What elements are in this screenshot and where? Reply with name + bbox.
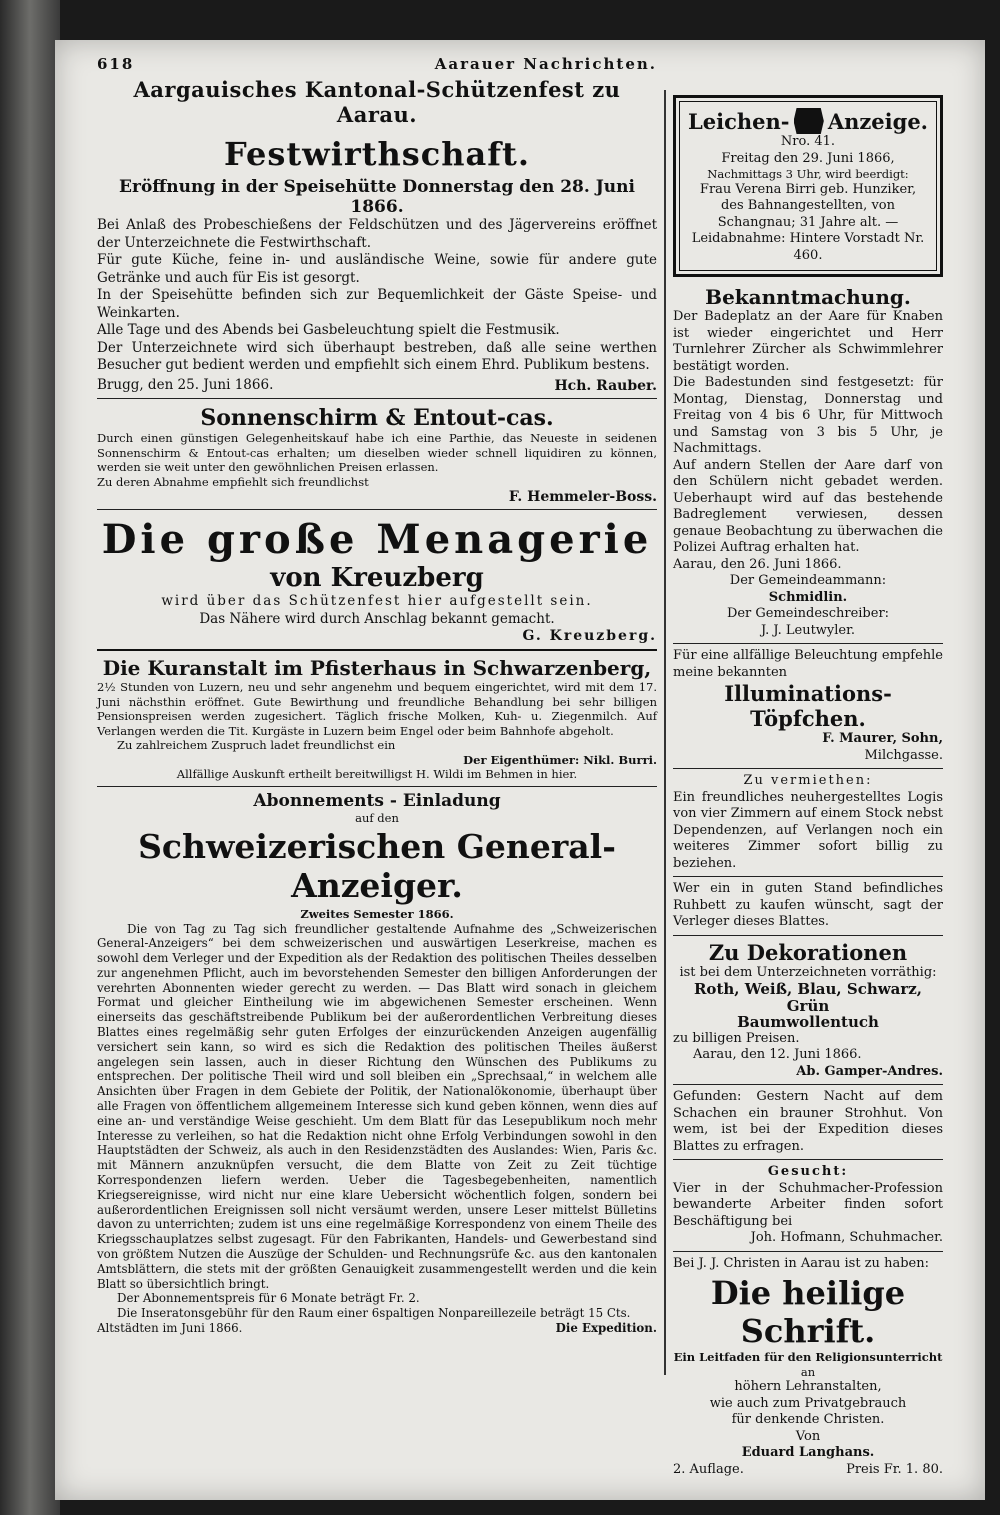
- sonnen-title: Sonnenschirm & Entout-cas.: [200, 405, 554, 431]
- bekannt-name1: Schmidlin.: [768, 589, 848, 605]
- divider: [673, 643, 943, 644]
- divider: [673, 768, 943, 769]
- kur-text: 2½ Stunden von Luzern, neu und sehr angenehm und bequem eingerichtet, wird mit dem 17. Juni nächsthin eröffnet. Gute Bewirthung und freundliche Behandlung bei sehr billigen Pensionspreisen werden zugesichert. Täglich frische Molken, Kuh- u. Ziegenmilch. Auf Verlangen werden die Tit. Kurgäste in Luzern beim Engel oder beim Bahnhofe abgeholt.: [97, 680, 657, 738]
- bekannt-p3: Auf andern Stellen der Aare darf von den Schülern nicht gebadet werden. Ueberhaupt wird auf das bestehende Badreglement verwiesen, dessen genaue Beobachtung zu überwachen die Polizei Auftrag erhalten hat.: [673, 457, 943, 555]
- gefunden-text: Gefunden: Gestern Nacht auf dem Schachen ein brauner Strohhut. Von wem, ist bei der Expedition dieses Blattes zu erfragen.: [673, 1089, 943, 1154]
- bekannt-title: Bekanntmachung.: [705, 285, 911, 309]
- deko-price: zu billigen Preisen.: [673, 1030, 800, 1046]
- abo-title: Abonnements - Einladung: [253, 790, 501, 811]
- divider: [673, 876, 943, 877]
- schrift-title: Die heilige Schrift.: [710, 1274, 906, 1350]
- divider: [673, 935, 943, 936]
- coffin-icon: [794, 108, 824, 134]
- illum-street: Milchgasse.: [864, 747, 943, 763]
- page-header: [97, 55, 657, 73]
- menagerie-title: Die große Menagerie: [101, 516, 653, 563]
- divider: [673, 1251, 943, 1252]
- vermieth-title: Zu vermiethen:: [743, 773, 873, 788]
- menagerie-line1: wird über das Schützenfest hier aufgestellt sein.: [161, 593, 593, 609]
- kur-ad: [97, 656, 657, 782]
- schrift-sub5: für denkende Christen.: [731, 1412, 885, 1427]
- menagerie-sub: von Kreuzberg: [270, 563, 484, 593]
- divider: [97, 649, 657, 651]
- schrift-author: Eduard Langhans.: [741, 1445, 875, 1460]
- bekannt-p2: Die Badestunden sind festgesetzt: für Montag, Dienstag, Donnerstag und Freitag von 4 bis 6 Uhr, für Mittwoch und Samstag von 3 bis 5 Uhr, je Nachmittags.: [673, 375, 943, 456]
- illum-intro: Für eine allfällige Beleuchtung empfehle meine bekannten: [673, 648, 943, 680]
- deko-place-date: Aarau, den 12. Juni 1866.: [693, 1047, 862, 1062]
- deko-cloth: Baumwollentuch: [737, 1013, 879, 1031]
- gesucht-signature: Joh. Hofmann, Schuhmacher.: [750, 1230, 943, 1245]
- fest-title: Aargauisches Kantonal-Schützenfest zu Aarau.: [133, 77, 621, 127]
- death-notice: [673, 95, 943, 277]
- fest-para-2: Für gute Küche, feine in- und ausländische Weine, sowie für andere gute Getränke und auch für Eis ist gesorgt.: [97, 252, 657, 286]
- divider: [97, 786, 657, 787]
- fest-ad: [97, 77, 657, 394]
- abo-text: Die von Tag zu Tag sich freundlicher gestaltende Aufnahme des „Schweizerischen General-Anzeigers“ bei dem schweizerischen und auswärtigen Leserkreise, machen es sowohl dem Verleger und der Expedition als der Redaktion des politischen Theiles desselben zur angenehmen Pflicht, auch im bevorstehenden Semester den billigen Anforderungen der verehrten Abonnenten wieder gerecht zu werden. — Das Blatt wird sonach in gleichem Format und gleicher Eintheilung wie im abgewichenen Semester erscheinen. Wenn einerseits das geschäftstreibende Publikum bei der außerordentlichen Verbreitung dieses Blattes eines regelmäßig sehr guten Erfolges der einzurückenden Anzeigen augenfällig versichert sein kann, so wird es sich die Redaktion des politischen Theiles äußerst angelegen sein lassen, auch in dieser Richtung den Wünschen des Publikums zu entsprechen. Der politische Theil wird und soll bleiben ein „Sprechsaal,“ in welchem alle Ansichten über Fragen in dem Gebiete der Politik, der Nationalökonomie, überhaupt über alle Fragen von öffentlichem allgemeinem Interesse sich kund geben können, wenn dies auf eine an- und verständige Weise geschieht. Um dem Blatt für das Lesepublikum noch mehr Interesse zu verleihen, so hat die Redaktion nicht ohne Erfolg Verbindungen sowohl in den Hauptstädten der Schweiz, als auch in den Residenzstädten des Auslandes: Wien, Paris &c. mit Männern anzuknüpfen versucht, die dem Blatte von Zeit zu Zeit tüchtige Korrespondenzen liefern werden. Ueber die Tagesbegebenheiten, namentlich Kriegsereignisse, wird nicht nur eine klare Uebersicht wöchentlich folgen, sondern bei außerordentlichen Ereignissen soll nicht versäumt werden, unsere Leser mittelst Bülletins davon zu unterrichten; zudem ist uns eine regelmäßige Korrespondenz von einem Theile des Kriegsschauplatzes selbst zugesagt. Für den Fabrikanten, Handels- und Gewerbestand sind von größtem Nutzen die Auszüge der Schulden- und Rechnungsrüfe &c. aus den kantonalen Amtsblättern, die stets mit der größten Genauigkeit zusammengestellt werden und die kein Blatt so übersichtlich bringt.: [97, 921, 657, 1291]
- death-title-left: Leichen-: [688, 108, 790, 134]
- fest-para-1: Bei Anlaß des Probeschießens der Feldschützen und des Jägervereins eröffnet der Unterzeichnete die Festwirthschaft.: [97, 217, 657, 251]
- sonnen-line2: Zu deren Abnahme empfiehlt sich freundlichst: [97, 474, 369, 489]
- divider: [673, 1084, 943, 1085]
- fest-opening: Eröffnung in der Speisehütte Donnerstag den 28. Juni 1866.: [119, 177, 635, 217]
- menagerie-signature: G. Kreuzberg.: [522, 628, 657, 644]
- death-date: Freitag den 29. Juni 1866,: [721, 150, 895, 166]
- vermieth-ad: [673, 773, 943, 872]
- fest-para-4: Alle Tage und des Abends bei Gasbeleuchtung spielt die Festmusik.: [97, 322, 560, 338]
- menagerie-ad: [97, 516, 657, 644]
- illum-signature: F. Maurer, Sohn,: [822, 731, 943, 746]
- kur-line2: Zu zahlreichem Zuspruch ladet freundlichst ein: [117, 738, 396, 752]
- abo-auf: auf den: [355, 810, 399, 825]
- gefunden-ad: [673, 1089, 943, 1155]
- deko-colors: Roth, Weiß, Blau, Schwarz, Grün: [693, 980, 923, 1015]
- divider: [97, 509, 657, 510]
- bekannt-role1: Der Gemeindeammann:: [729, 573, 887, 588]
- death-title-right: Anzeige.: [827, 108, 928, 134]
- ruhbett-ad: [673, 881, 943, 931]
- schrift-sub2: an: [800, 1364, 816, 1379]
- gesucht-ad: [673, 1164, 943, 1247]
- sonnen-ad: [97, 405, 657, 505]
- divider: [97, 398, 657, 399]
- ruhbett-text: Wer ein in guten Stand befindliches Ruhbett zu kaufen wünscht, sagt der Verleger dieses Blattes.: [673, 881, 943, 929]
- deko-signature: Ab. Gamper-Andres.: [796, 1063, 943, 1079]
- abo-semester: Zweites Semester 1866.: [300, 907, 454, 921]
- kur-owner: Der Eigenthümer: Nikl. Burri.: [463, 752, 657, 767]
- illum-ad: [673, 648, 943, 764]
- schrift-intro: Bei J. J. Christen in Aarau ist zu haben:: [673, 1255, 929, 1271]
- abo-insert: Die Inseratonsgebühr für den Raum einer 6spaltigen Nonpareillezeile beträgt 15 Cts.: [117, 1306, 631, 1321]
- gesucht-text: Vier in der Schuhmacher-Profession bewanderte Arbeiter finden sofort Beschäftigung bei: [673, 1180, 943, 1229]
- kur-title: Die Kuranstalt im Pfisterhaus in Schwarzenberg,: [102, 656, 652, 680]
- left-column: [97, 55, 657, 1336]
- abo-price: Der Abonnementspreis für 6 Monate beträgt Fr. 2.: [117, 1291, 420, 1306]
- schrift-sub3: höhern Lehranstalten,: [734, 1379, 882, 1394]
- abo-ad: [97, 791, 657, 1336]
- schrift-ad: [673, 1256, 943, 1479]
- menagerie-line2: Das Nähere wird durch Anschlag bekannt gemacht.: [199, 610, 555, 627]
- death-number: Nro. 41.: [780, 134, 836, 149]
- right-column: [673, 55, 943, 1478]
- bekannt-place-date: Aarau, den 26. Juni 1866.: [673, 556, 842, 572]
- death-title: [688, 108, 928, 134]
- bekannt-name2: J. J. Leutwyler.: [760, 622, 856, 638]
- kur-note: Allfällige Auskunft ertheilt bereitwilligst H. Wildi im Behmen in hier.: [176, 767, 578, 781]
- vermieth-text: Ein freundliches neuhergestelltes Logis von vier Zimmern auf einem Stock nebst Dependenzen, auf Verlangen noch ein weiteres Zimmer sofort billig zu beziehen.: [673, 789, 943, 871]
- schrift-edition: 2. Auflage.: [673, 1461, 744, 1477]
- gesucht-title: Gesucht:: [767, 1164, 849, 1179]
- illum-title: Illuminations-Töpfchen.: [724, 681, 892, 731]
- deko-line1: ist bei dem Unterzeichneten vorräthig:: [679, 964, 937, 980]
- schrift-sub1: Ein Leitfaden für den Religionsunterricht: [673, 1350, 943, 1364]
- death-text: Frau Verena Birri geb. Hunziker, des Bahnangestellten, von Schangnau; 31 Jahre alt. — Leidabnahme: Hintere Vorstadt Nr. 460.: [691, 181, 925, 263]
- deko-title: Zu Dekorationen: [708, 939, 908, 965]
- book-binding-edge: [0, 0, 60, 1515]
- abo-place-date: Altstädten im Juni 1866.: [97, 1321, 243, 1336]
- fest-place-date: Brugg, den 25. Juni 1866.: [97, 376, 274, 393]
- abo-paper: Schweizerischen General-Anzeiger.: [138, 827, 616, 905]
- schrift-sub4: wie auch zum Privatgebrauch: [709, 1395, 907, 1411]
- divider: [673, 1159, 943, 1160]
- fest-signature: Hch. Rauber.: [554, 378, 657, 394]
- page-number: 618: [97, 55, 135, 73]
- abo-signature: Die Expedition.: [555, 1321, 657, 1336]
- schrift-price: Preis Fr. 1. 80.: [846, 1461, 943, 1477]
- newspaper-title: Aarauer Nachrichten.: [434, 55, 657, 73]
- fest-para-3: In der Speisehütte befinden sich zur Bequemlichkeit der Gäste Speise- und Weinkarten.: [97, 287, 657, 321]
- deko-ad: [673, 940, 943, 1081]
- sonnen-text: Durch einen günstigen Gelegenheitskauf habe ich eine Parthie, das Neueste in seidenen Sonnenschirm & Entout-cas erhalten; um dieselben wieder schnell liquidiren zu können, werden sie weit unter den gewöhnlichen Preisen erlassen.: [97, 431, 657, 474]
- fest-para-5: Der Unterzeichnete wird sich überhaupt bestreben, daß alle seine werthen Besucher gut bedient werden und empfiehlt sich einem Ehrd. Publikum bestens.: [97, 339, 657, 373]
- column-divider: [664, 90, 666, 1375]
- schrift-von: Von: [795, 1428, 821, 1444]
- bekannt-role2: Der Gemeindeschreiber:: [726, 606, 890, 621]
- fest-subtitle: Festwirthschaft.: [224, 135, 530, 173]
- bekannt-p1: Der Badeplatz an der Aare für Knaben ist wieder eingerichtet und Herr Turnlehrer Zürcher als Schwimmlehrer bestätigt worden.: [673, 309, 943, 374]
- bekannt-ad: [673, 285, 943, 639]
- death-time: Nachmittags 3 Uhr, wird beerdigt:: [707, 167, 909, 181]
- sonnen-signature: F. Hemmeler-Boss.: [508, 489, 657, 505]
